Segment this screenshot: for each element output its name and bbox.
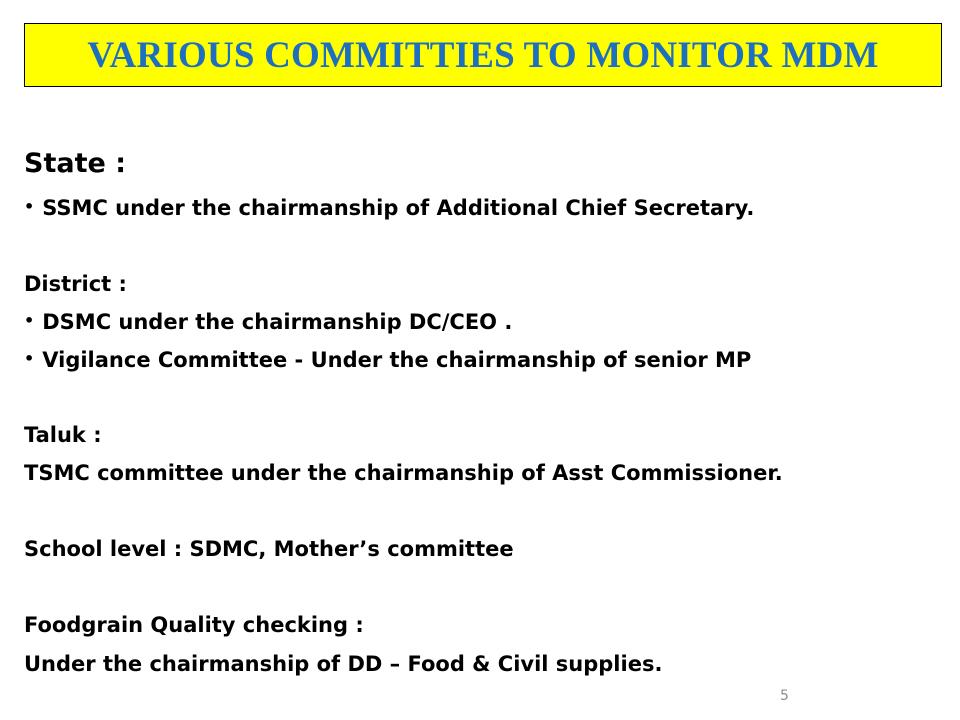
district-bullet-vigilance	[24, 350, 751, 371]
foodgrain-heading: Foodgrain Quality checking :	[24, 613, 364, 637]
state-heading: State :	[24, 148, 126, 179]
slide-title: VARIOUS COMMITTIES TO MONITOR MDM	[87, 34, 879, 76]
bullet-icon: •	[24, 349, 35, 368]
district-bullet-dsmc-text: DSMC under the chairmanship DC/CEO .	[42, 310, 513, 334]
page-number: 5	[780, 688, 789, 704]
state-bullet-ssmc-text: SSMC under the chairmanship of Additional Chief Secretary.	[42, 196, 755, 220]
state-bullet-ssmc	[24, 198, 754, 219]
slide-title-banner	[24, 23, 942, 87]
foodgrain-line: Under the chairmanship of DD – Food & Civil supplies.	[24, 652, 663, 676]
district-bullet-dsmc	[24, 312, 512, 333]
taluk-heading: Taluk :	[24, 423, 102, 447]
bullet-icon: •	[24, 197, 35, 216]
bullet-icon: •	[24, 311, 35, 330]
taluk-tsmc-line: TSMC committee under the chairmanship of Asst Commissioner.	[24, 461, 783, 485]
district-heading: District :	[24, 272, 127, 296]
district-bullet-vigilance-text: Vigilance Committee - Under the chairmanship of senior MP	[42, 348, 752, 372]
school-level-line: School level : SDMC, Mother’s committee	[24, 537, 514, 561]
